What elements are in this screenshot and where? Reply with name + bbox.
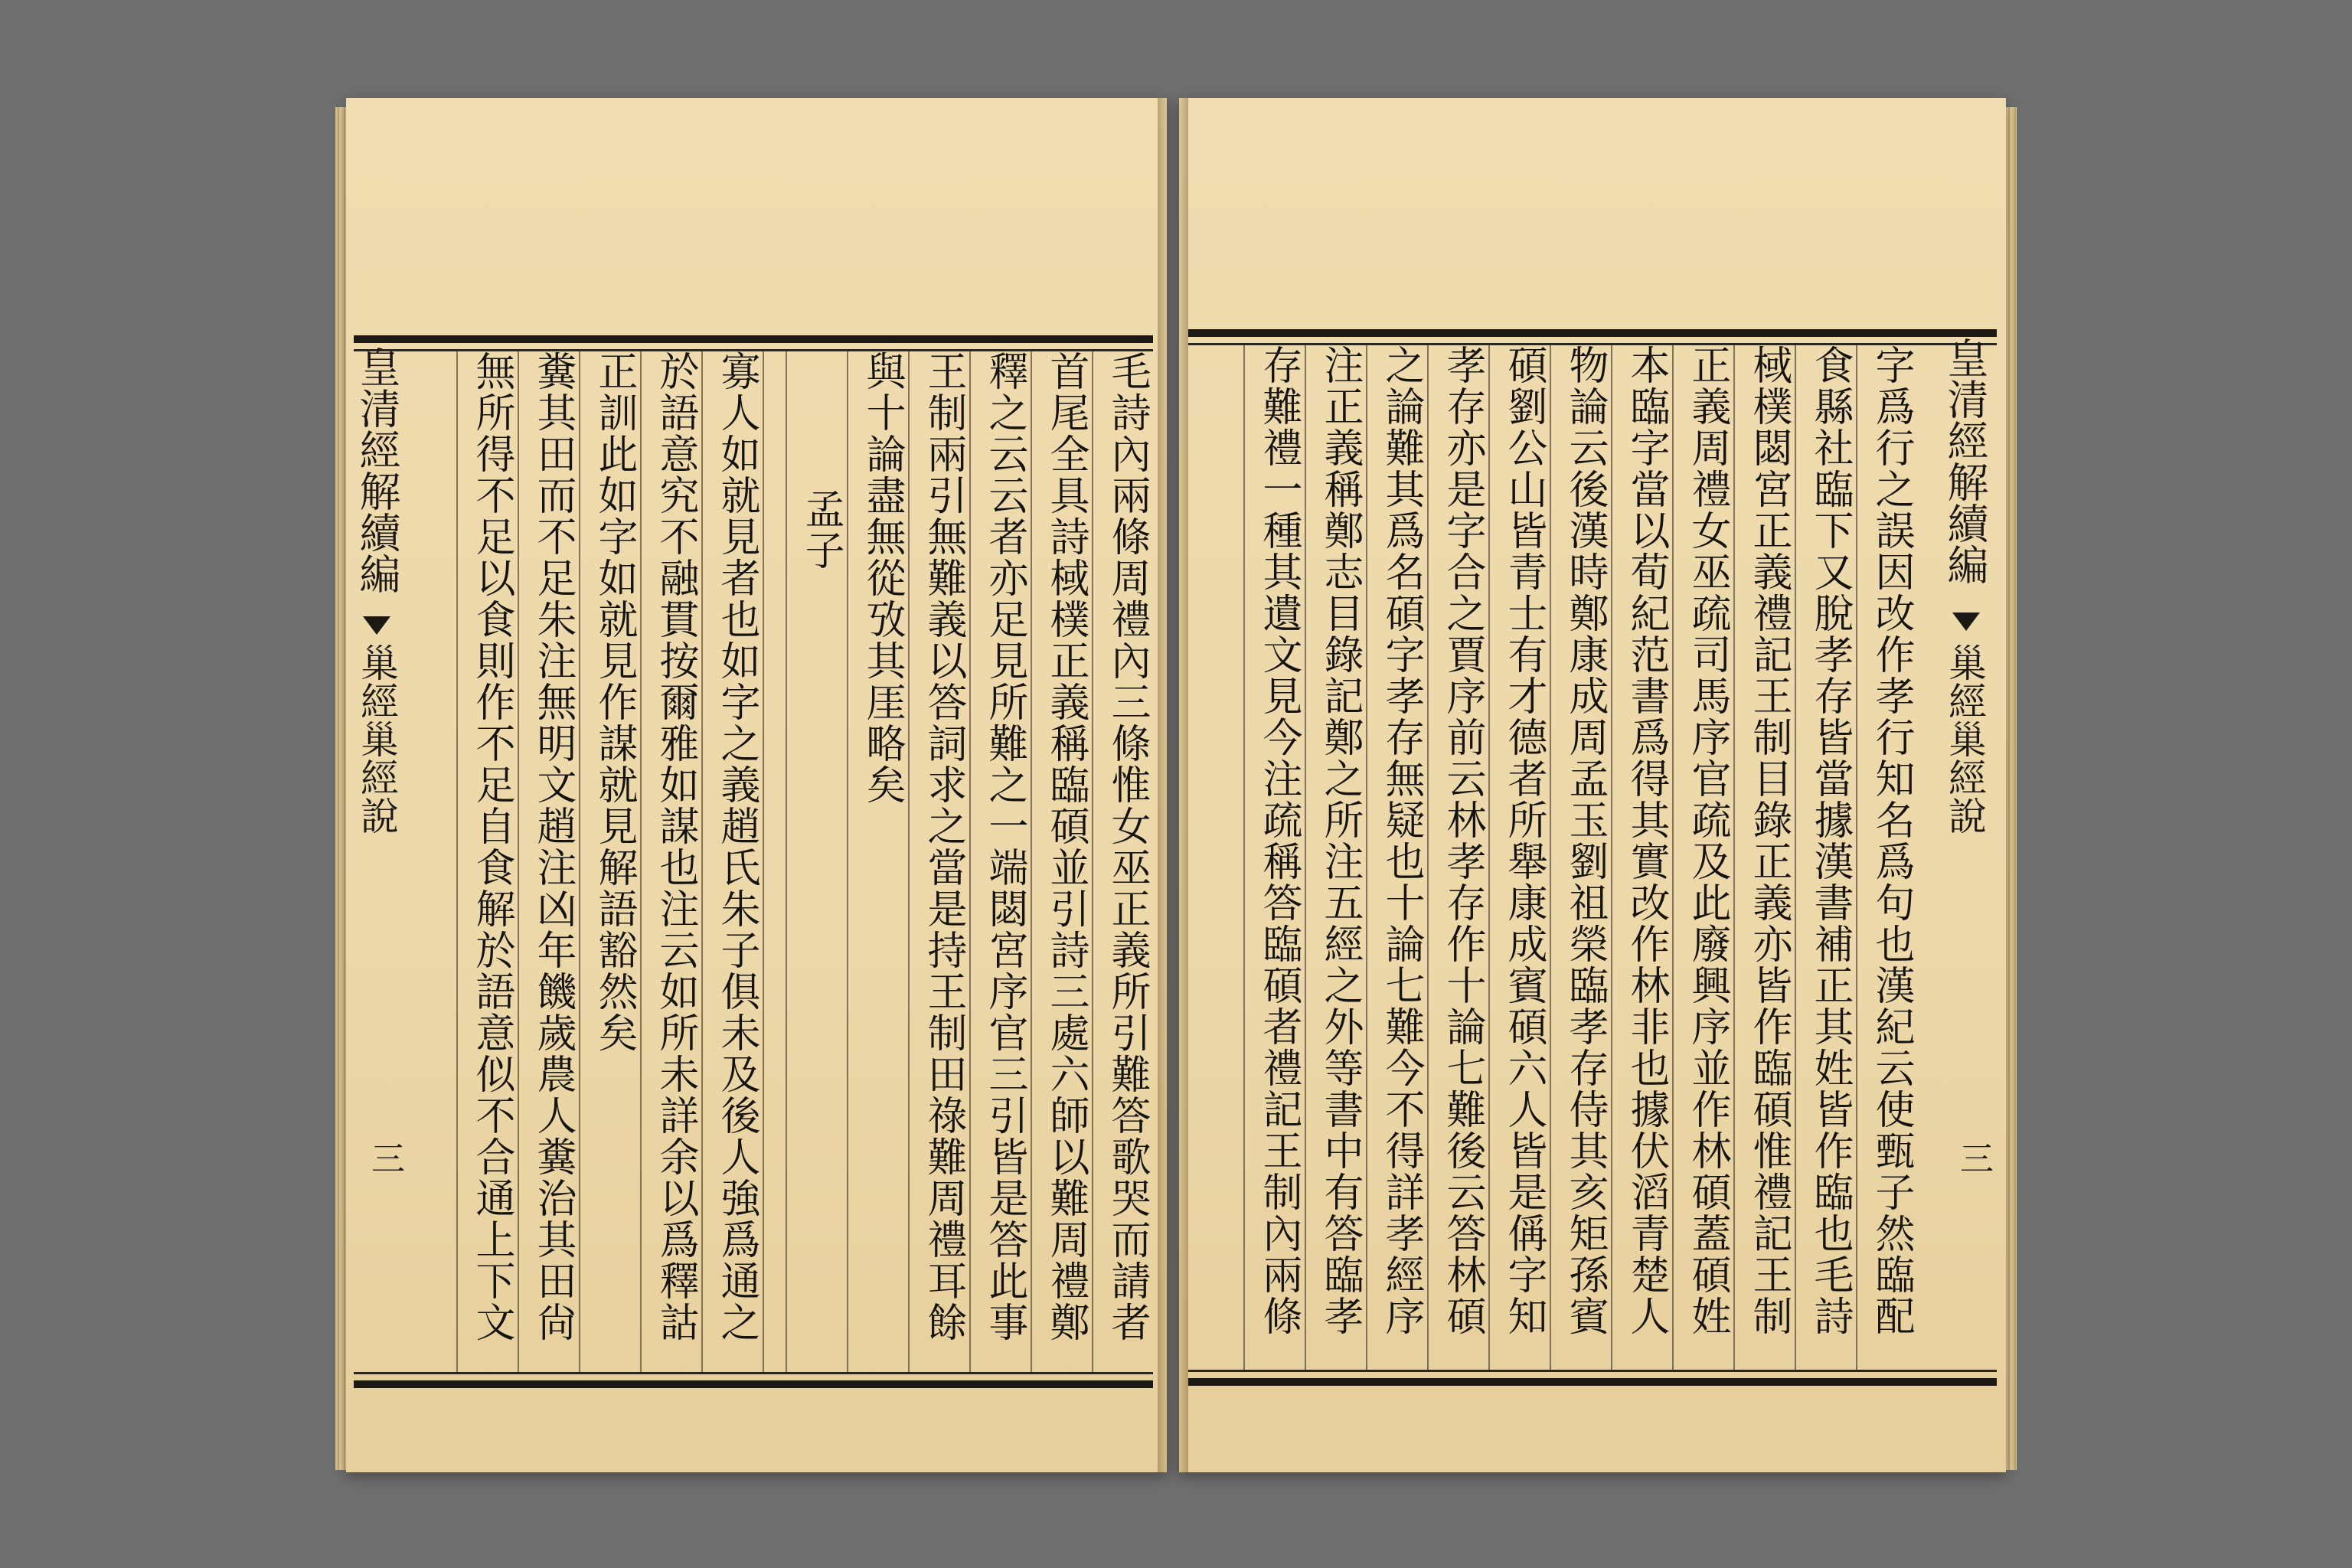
right-columns	[1196, 329, 1931, 1386]
text-column: 孝存亦是字合之賈序前云林孝存作十論七難後云答林碩	[1439, 345, 1485, 1337]
text-column: 棫樸閟宮正義禮記王制目錄正義亦皆作臨碩惟禮記王制	[1746, 345, 1792, 1337]
column-rule	[1092, 351, 1093, 1373]
text-column: 毛詩內兩條周禮內三條惟女巫正義所引難答歌哭而請者	[1104, 351, 1150, 1343]
right-margin-title: 皇清經解續編	[1941, 337, 1989, 585]
column-rule	[701, 351, 703, 1373]
text-column: 本臨字當以荀紀范書爲得其實改作林非也據伏滔青楚人	[1623, 345, 1669, 1337]
text-column: 字爲行之誤因改作孝行知名爲句也漢紀云使甄子然臨配	[1868, 345, 1914, 1337]
column-rule	[1305, 345, 1306, 1370]
column-rule	[786, 351, 787, 1373]
column-rule	[1611, 345, 1612, 1370]
section-heading: 孟子	[798, 488, 844, 571]
column-rule	[847, 351, 848, 1373]
text-column: 寡人如就見者也如字之義趙氏朱子俱未及後人強爲通之	[714, 351, 760, 1343]
column-rule	[1243, 345, 1245, 1370]
text-column: 正訓此如字如就見作謀就見解語豁然矣	[591, 351, 637, 1054]
column-rule	[1427, 345, 1429, 1370]
text-column: 無所得不足以食則作不足自食解於語意似不合通上下文	[469, 351, 514, 1343]
column-rule	[518, 351, 519, 1373]
text-column: 首尾全具詩棫樸正義稱臨碩並引詩三處六師以難周禮鄭	[1043, 351, 1089, 1343]
text-column: 於語意究不融貫按爾雅如謀也注云如所未詳余以爲釋詁	[652, 351, 698, 1343]
text-column: 正義周禮女巫疏司馬序官疏及此廢興序並作林碩蓋碩姓	[1684, 345, 1730, 1337]
text-column: 物論云後漢時鄭康成周孟玉劉祖榮臨孝存侍其亥矩孫賓	[1562, 345, 1608, 1337]
column-rule	[1366, 345, 1367, 1370]
column-rule	[908, 351, 910, 1373]
column-rule	[456, 351, 458, 1373]
left-margin-subtitle: 巢經巢經說	[354, 643, 399, 835]
left-margin-title: 皇清經解續編	[353, 346, 401, 594]
column-rule	[1733, 345, 1735, 1370]
column-rule	[1031, 351, 1032, 1373]
text-column: 食縣社臨下又脫孝存皆當據漢書補正其姓皆作臨也毛詩	[1807, 345, 1853, 1337]
book-gutter	[1158, 98, 1188, 1472]
column-rule	[579, 351, 580, 1373]
right-folio-number: 三	[1954, 1141, 1993, 1174]
text-column: 存難禮一種其遺文見今注疏稱答臨碩者禮記王制內兩條	[1256, 345, 1302, 1337]
text-column: 碩劉公山皆青士有才德者所舉康成賓碩六人皆是偁字知	[1501, 345, 1547, 1337]
column-rule	[969, 351, 971, 1373]
left-folio-number: 三	[365, 1141, 404, 1174]
text-column: 之論難其爲名碩字孝存無疑也十論七難今不得詳孝經序	[1378, 345, 1424, 1337]
column-rule	[1550, 345, 1551, 1370]
right-margin-subtitle: 巢經巢經說	[1942, 643, 1987, 835]
text-column: 王制兩引無難義以答詞求之當是持王制田祿難周禮耳餘	[920, 351, 966, 1343]
text-column: 與十論盡無從攷其厓略矣	[859, 351, 905, 805]
text-column: 釋之云云者亦足見所難之一端閟宮序官三引皆是答此事	[982, 351, 1027, 1343]
text-column: 注正義稱鄭志目錄記鄭之所注五經之外等書中有答臨孝	[1317, 345, 1363, 1337]
column-rule	[1795, 345, 1796, 1370]
column-rule	[1488, 345, 1490, 1370]
column-rule	[763, 351, 764, 1373]
left-columns	[406, 335, 1150, 1388]
column-rule	[1672, 345, 1674, 1370]
column-rule	[1856, 345, 1857, 1370]
text-column: 糞其田而不足朱注無明文趙注凶年饑歲農人糞治其田尙	[530, 351, 576, 1343]
column-rule	[640, 351, 642, 1373]
